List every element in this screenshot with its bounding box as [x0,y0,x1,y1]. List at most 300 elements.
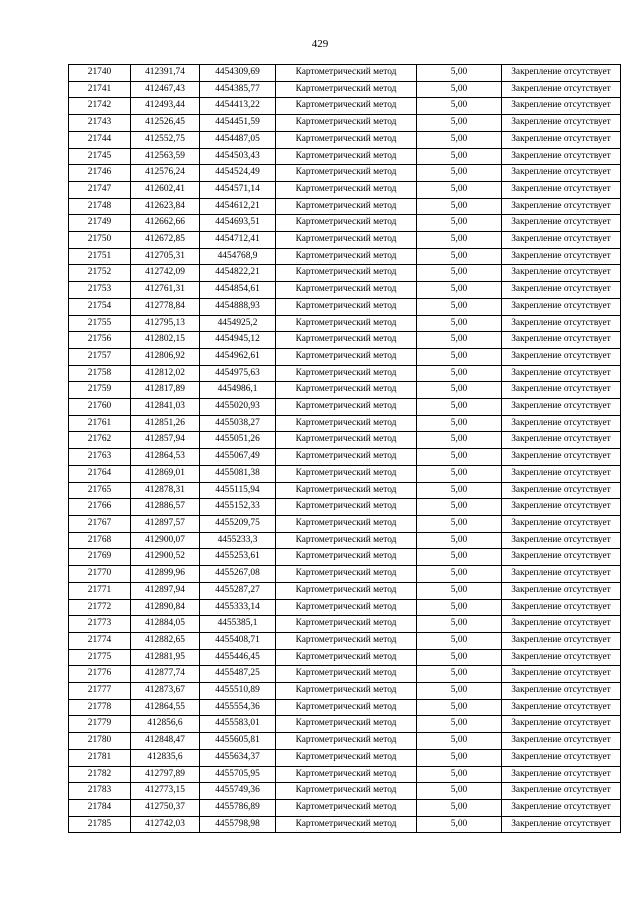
y-coordinate-cell: 4455020,93 [200,399,276,416]
y-coordinate-cell: 4454768,9 [200,248,276,265]
page-number: 429 [311,38,329,50]
method-cell: Картометрический метод [276,399,417,416]
fixing-cell: Закрепление отсутствует [502,248,621,265]
point-number-cell: 21773 [69,616,131,633]
point-number-cell: 21781 [69,749,131,766]
table-row [69,348,621,365]
point-number-cell: 21777 [69,683,131,700]
accuracy-cell: 5,00 [417,699,502,716]
y-coordinate-cell: 4455081,38 [200,465,276,482]
accuracy-cell: 5,00 [417,131,502,148]
accuracy-cell: 5,00 [417,181,502,198]
accuracy-cell: 5,00 [417,265,502,282]
y-coordinate-cell: 4454975,63 [200,365,276,382]
x-coordinate-cell: 412878,31 [131,482,200,499]
x-coordinate-cell: 412899,96 [131,566,200,583]
fixing-cell: Закрепление отсутствует [502,666,621,683]
point-number-cell: 21784 [69,799,131,816]
point-number-cell: 21744 [69,131,131,148]
accuracy-cell: 5,00 [417,198,502,215]
y-coordinate-cell: 4455067,49 [200,449,276,466]
table-row [69,683,621,700]
fixing-cell: Закрепление отсутствует [502,265,621,282]
table-row [69,532,621,549]
point-number-cell: 21755 [69,315,131,332]
point-number-cell: 21751 [69,248,131,265]
x-coordinate-cell: 412563,59 [131,148,200,165]
x-coordinate-cell: 412897,94 [131,582,200,599]
table-row [69,549,621,566]
coordinates-table [68,64,621,833]
fixing-cell: Закрепление отсутствует [502,115,621,132]
y-coordinate-cell: 4454385,77 [200,81,276,98]
x-coordinate-cell: 412773,15 [131,783,200,800]
method-cell: Картометрический метод [276,81,417,98]
y-coordinate-cell: 4454854,61 [200,282,276,299]
accuracy-cell: 5,00 [417,616,502,633]
table-row [69,232,621,249]
method-cell: Картометрический метод [276,181,417,198]
fixing-cell: Закрепление отсутствует [502,799,621,816]
x-coordinate-cell: 412795,13 [131,315,200,332]
x-coordinate-cell: 412873,67 [131,683,200,700]
fixing-cell: Закрепление отсутствует [502,449,621,466]
fixing-cell: Закрепление отсутствует [502,148,621,165]
fixing-cell: Закрепление отсутствует [502,649,621,666]
point-number-cell: 21758 [69,365,131,382]
table-row [69,432,621,449]
fixing-cell: Закрепление отсутствует [502,816,621,833]
table-row [69,465,621,482]
y-coordinate-cell: 4454962,61 [200,348,276,365]
accuracy-cell: 5,00 [417,733,502,750]
point-number-cell: 21747 [69,181,131,198]
fixing-cell: Закрепление отсутствует [502,465,621,482]
y-coordinate-cell: 4455051,26 [200,432,276,449]
accuracy-cell: 5,00 [417,415,502,432]
accuracy-cell: 5,00 [417,282,502,299]
point-number-cell: 21742 [69,98,131,115]
table-row [69,382,621,399]
x-coordinate-cell: 412623,84 [131,198,200,215]
point-number-cell: 21774 [69,632,131,649]
method-cell: Картометрический метод [276,499,417,516]
point-number-cell: 21752 [69,265,131,282]
table-row [69,499,621,516]
y-coordinate-cell: 4455554,36 [200,699,276,716]
x-coordinate-cell: 412526,45 [131,115,200,132]
x-coordinate-cell: 412882,65 [131,632,200,649]
method-cell: Картометрический метод [276,616,417,633]
fixing-cell: Закрепление отсутствует [502,499,621,516]
x-coordinate-cell: 412897,57 [131,515,200,532]
x-coordinate-cell: 412761,31 [131,282,200,299]
coordinates-table-body [69,65,621,833]
method-cell: Картометрический метод [276,215,417,232]
fixing-cell: Закрепление отсутствует [502,98,621,115]
y-coordinate-cell: 4454413,22 [200,98,276,115]
method-cell: Картометрический метод [276,599,417,616]
table-row [69,198,621,215]
accuracy-cell: 5,00 [417,365,502,382]
y-coordinate-cell: 4454888,93 [200,298,276,315]
y-coordinate-cell: 4455115,94 [200,482,276,499]
method-cell: Картометрический метод [276,532,417,549]
table-row [69,165,621,182]
fixing-cell: Закрепление отсутствует [502,315,621,332]
fixing-cell: Закрепление отсутствует [502,282,621,299]
y-coordinate-cell: 4455253,61 [200,549,276,566]
accuracy-cell: 5,00 [417,666,502,683]
table-row [69,515,621,532]
method-cell: Картометрический метод [276,282,417,299]
method-cell: Картометрический метод [276,683,417,700]
x-coordinate-cell: 412900,52 [131,549,200,566]
accuracy-cell: 5,00 [417,432,502,449]
accuracy-cell: 5,00 [417,549,502,566]
y-coordinate-cell: 4455287,27 [200,582,276,599]
fixing-cell: Закрепление отсутствует [502,298,621,315]
table-row [69,649,621,666]
x-coordinate-cell: 412705,31 [131,248,200,265]
table-row [69,632,621,649]
table-row [69,148,621,165]
x-coordinate-cell: 412841,03 [131,399,200,416]
y-coordinate-cell: 4455705,95 [200,766,276,783]
table-row [69,415,621,432]
point-number-cell: 21770 [69,566,131,583]
fixing-cell: Закрепление отсутствует [502,198,621,215]
method-cell: Картометрический метод [276,232,417,249]
point-number-cell: 21779 [69,716,131,733]
accuracy-cell: 5,00 [417,465,502,482]
table-row [69,666,621,683]
fixing-cell: Закрепление отсутствует [502,382,621,399]
y-coordinate-cell: 4455634,37 [200,749,276,766]
accuracy-cell: 5,00 [417,515,502,532]
table-row [69,215,621,232]
x-coordinate-cell: 412467,43 [131,81,200,98]
method-cell: Картометрический метод [276,432,417,449]
y-coordinate-cell: 4454571,14 [200,181,276,198]
point-number-cell: 21750 [69,232,131,249]
x-coordinate-cell: 412851,26 [131,415,200,432]
accuracy-cell: 5,00 [417,799,502,816]
point-number-cell: 21745 [69,148,131,165]
method-cell: Картометрический метод [276,566,417,583]
x-coordinate-cell: 412797,89 [131,766,200,783]
accuracy-cell: 5,00 [417,649,502,666]
x-coordinate-cell: 412900,07 [131,532,200,549]
point-number-cell: 21771 [69,582,131,599]
accuracy-cell: 5,00 [417,232,502,249]
point-number-cell: 21783 [69,783,131,800]
accuracy-cell: 5,00 [417,816,502,833]
method-cell: Картометрический метод [276,699,417,716]
fixing-cell: Закрепление отсутствует [502,566,621,583]
accuracy-cell: 5,00 [417,382,502,399]
point-number-cell: 21780 [69,733,131,750]
fixing-cell: Закрепление отсутствует [502,716,621,733]
accuracy-cell: 5,00 [417,148,502,165]
fixing-cell: Закрепление отсутствует [502,616,621,633]
table-row [69,582,621,599]
x-coordinate-cell: 412493,44 [131,98,200,115]
x-coordinate-cell: 412672,85 [131,232,200,249]
fixing-cell: Закрепление отсутствует [502,733,621,750]
y-coordinate-cell: 4454986,1 [200,382,276,399]
point-number-cell: 21772 [69,599,131,616]
point-number-cell: 21760 [69,399,131,416]
y-coordinate-cell: 4455408,71 [200,632,276,649]
fixing-cell: Закрепление отсутствует [502,783,621,800]
fixing-cell: Закрепление отсутствует [502,365,621,382]
method-cell: Картометрический метод [276,733,417,750]
accuracy-cell: 5,00 [417,65,502,82]
method-cell: Картометрический метод [276,465,417,482]
table-row [69,699,621,716]
table-row [69,81,621,98]
y-coordinate-cell: 4454503,43 [200,148,276,165]
accuracy-cell: 5,00 [417,632,502,649]
point-number-cell: 21763 [69,449,131,466]
point-number-cell: 21782 [69,766,131,783]
point-number-cell: 21753 [69,282,131,299]
method-cell: Картометрический метод [276,649,417,666]
point-number-cell: 21743 [69,115,131,132]
accuracy-cell: 5,00 [417,532,502,549]
x-coordinate-cell: 412802,15 [131,332,200,349]
x-coordinate-cell: 412806,92 [131,348,200,365]
method-cell: Картометрический метод [276,449,417,466]
method-cell: Картометрический метод [276,549,417,566]
method-cell: Картометрический метод [276,482,417,499]
point-number-cell: 21748 [69,198,131,215]
y-coordinate-cell: 4455510,89 [200,683,276,700]
method-cell: Картометрический метод [276,298,417,315]
y-coordinate-cell: 4455487,25 [200,666,276,683]
point-number-cell: 21761 [69,415,131,432]
point-number-cell: 21740 [69,65,131,82]
y-coordinate-cell: 4455152,33 [200,499,276,516]
y-coordinate-cell: 4454822,21 [200,265,276,282]
method-cell: Картометрический метод [276,382,417,399]
table-row [69,365,621,382]
accuracy-cell: 5,00 [417,683,502,700]
x-coordinate-cell: 412835,6 [131,749,200,766]
table-row [69,315,621,332]
accuracy-cell: 5,00 [417,599,502,616]
table-row [69,599,621,616]
method-cell: Картометрический метод [276,265,417,282]
x-coordinate-cell: 412856,6 [131,716,200,733]
x-coordinate-cell: 412857,94 [131,432,200,449]
x-coordinate-cell: 412890,84 [131,599,200,616]
method-cell: Картометрический метод [276,582,417,599]
fixing-cell: Закрепление отсутствует [502,348,621,365]
table-row [69,115,621,132]
point-number-cell: 21746 [69,165,131,182]
accuracy-cell: 5,00 [417,399,502,416]
point-number-cell: 21769 [69,549,131,566]
x-coordinate-cell: 412552,75 [131,131,200,148]
table-row [69,482,621,499]
method-cell: Картометрический метод [276,315,417,332]
y-coordinate-cell: 4454524,49 [200,165,276,182]
point-number-cell: 21762 [69,432,131,449]
x-coordinate-cell: 412817,89 [131,382,200,399]
table-row [69,566,621,583]
fixing-cell: Закрепление отсутствует [502,415,621,432]
table-row [69,265,621,282]
method-cell: Картометрический метод [276,348,417,365]
accuracy-cell: 5,00 [417,81,502,98]
fixing-cell: Закрепление отсутствует [502,632,621,649]
x-coordinate-cell: 412864,53 [131,449,200,466]
x-coordinate-cell: 412742,03 [131,816,200,833]
fixing-cell: Закрепление отсутствует [502,766,621,783]
accuracy-cell: 5,00 [417,499,502,516]
y-coordinate-cell: 4454487,05 [200,131,276,148]
point-number-cell: 21754 [69,298,131,315]
fixing-cell: Закрепление отсутствует [502,549,621,566]
accuracy-cell: 5,00 [417,348,502,365]
y-coordinate-cell: 4455209,75 [200,515,276,532]
point-number-cell: 21767 [69,515,131,532]
table-row [69,248,621,265]
x-coordinate-cell: 412742,09 [131,265,200,282]
method-cell: Картометрический метод [276,515,417,532]
fixing-cell: Закрепление отсутствует [502,482,621,499]
x-coordinate-cell: 412884,05 [131,616,200,633]
table-row [69,716,621,733]
point-number-cell: 21741 [69,81,131,98]
method-cell: Картометрический метод [276,716,417,733]
y-coordinate-cell: 4454309,69 [200,65,276,82]
table-row [69,399,621,416]
table-row [69,799,621,816]
fixing-cell: Закрепление отсутствует [502,131,621,148]
fixing-cell: Закрепление отсутствует [502,699,621,716]
method-cell: Картометрический метод [276,799,417,816]
y-coordinate-cell: 4455786,89 [200,799,276,816]
accuracy-cell: 5,00 [417,716,502,733]
fixing-cell: Закрепление отсутствует [502,65,621,82]
fixing-cell: Закрепление отсутствует [502,399,621,416]
table-row [69,282,621,299]
x-coordinate-cell: 412391,74 [131,65,200,82]
x-coordinate-cell: 412662,66 [131,215,200,232]
x-coordinate-cell: 412881,95 [131,649,200,666]
y-coordinate-cell: 4455385,1 [200,616,276,633]
y-coordinate-cell: 4454451,59 [200,115,276,132]
table-row [69,616,621,633]
x-coordinate-cell: 412812,02 [131,365,200,382]
fixing-cell: Закрепление отсутствует [502,432,621,449]
accuracy-cell: 5,00 [417,98,502,115]
point-number-cell: 21765 [69,482,131,499]
point-number-cell: 21756 [69,332,131,349]
y-coordinate-cell: 4454925,2 [200,315,276,332]
y-coordinate-cell: 4455038,27 [200,415,276,432]
x-coordinate-cell: 412778,84 [131,298,200,315]
accuracy-cell: 5,00 [417,298,502,315]
accuracy-cell: 5,00 [417,582,502,599]
method-cell: Картометрический метод [276,332,417,349]
method-cell: Картометрический метод [276,131,417,148]
accuracy-cell: 5,00 [417,566,502,583]
point-number-cell: 21775 [69,649,131,666]
table-row [69,298,621,315]
table-row [69,766,621,783]
point-number-cell: 21764 [69,465,131,482]
y-coordinate-cell: 4455233,3 [200,532,276,549]
method-cell: Картометрический метод [276,365,417,382]
table-row [69,783,621,800]
method-cell: Картометрический метод [276,248,417,265]
table-row [69,449,621,466]
accuracy-cell: 5,00 [417,315,502,332]
y-coordinate-cell: 4455583,01 [200,716,276,733]
point-number-cell: 21749 [69,215,131,232]
method-cell: Картометрический метод [276,115,417,132]
x-coordinate-cell: 412602,41 [131,181,200,198]
y-coordinate-cell: 4455749,36 [200,783,276,800]
y-coordinate-cell: 4454945,12 [200,332,276,349]
method-cell: Картометрический метод [276,766,417,783]
point-number-cell: 21778 [69,699,131,716]
table-row [69,131,621,148]
y-coordinate-cell: 4455446,45 [200,649,276,666]
fixing-cell: Закрепление отсутствует [502,215,621,232]
method-cell: Картометрический метод [276,148,417,165]
table-row [69,332,621,349]
y-coordinate-cell: 4454712,41 [200,232,276,249]
y-coordinate-cell: 4455333,14 [200,599,276,616]
accuracy-cell: 5,00 [417,115,502,132]
method-cell: Картометрический метод [276,632,417,649]
method-cell: Картометрический метод [276,98,417,115]
x-coordinate-cell: 412750,37 [131,799,200,816]
accuracy-cell: 5,00 [417,783,502,800]
point-number-cell: 21759 [69,382,131,399]
y-coordinate-cell: 4454612,21 [200,198,276,215]
method-cell: Картометрический метод [276,816,417,833]
x-coordinate-cell: 412848,47 [131,733,200,750]
accuracy-cell: 5,00 [417,482,502,499]
accuracy-cell: 5,00 [417,449,502,466]
method-cell: Картометрический метод [276,198,417,215]
accuracy-cell: 5,00 [417,248,502,265]
table-row [69,98,621,115]
x-coordinate-cell: 412576,24 [131,165,200,182]
fixing-cell: Закрепление отсутствует [502,599,621,616]
fixing-cell: Закрепление отсутствует [502,232,621,249]
method-cell: Картометрический метод [276,749,417,766]
method-cell: Картометрический метод [276,666,417,683]
y-coordinate-cell: 4455798,98 [200,816,276,833]
method-cell: Картометрический метод [276,65,417,82]
fixing-cell: Закрепление отсутствует [502,515,621,532]
method-cell: Картометрический метод [276,783,417,800]
y-coordinate-cell: 4454693,51 [200,215,276,232]
method-cell: Картометрический метод [276,415,417,432]
accuracy-cell: 5,00 [417,749,502,766]
table-row [69,816,621,833]
point-number-cell: 21757 [69,348,131,365]
point-number-cell: 21766 [69,499,131,516]
x-coordinate-cell: 412886,57 [131,499,200,516]
